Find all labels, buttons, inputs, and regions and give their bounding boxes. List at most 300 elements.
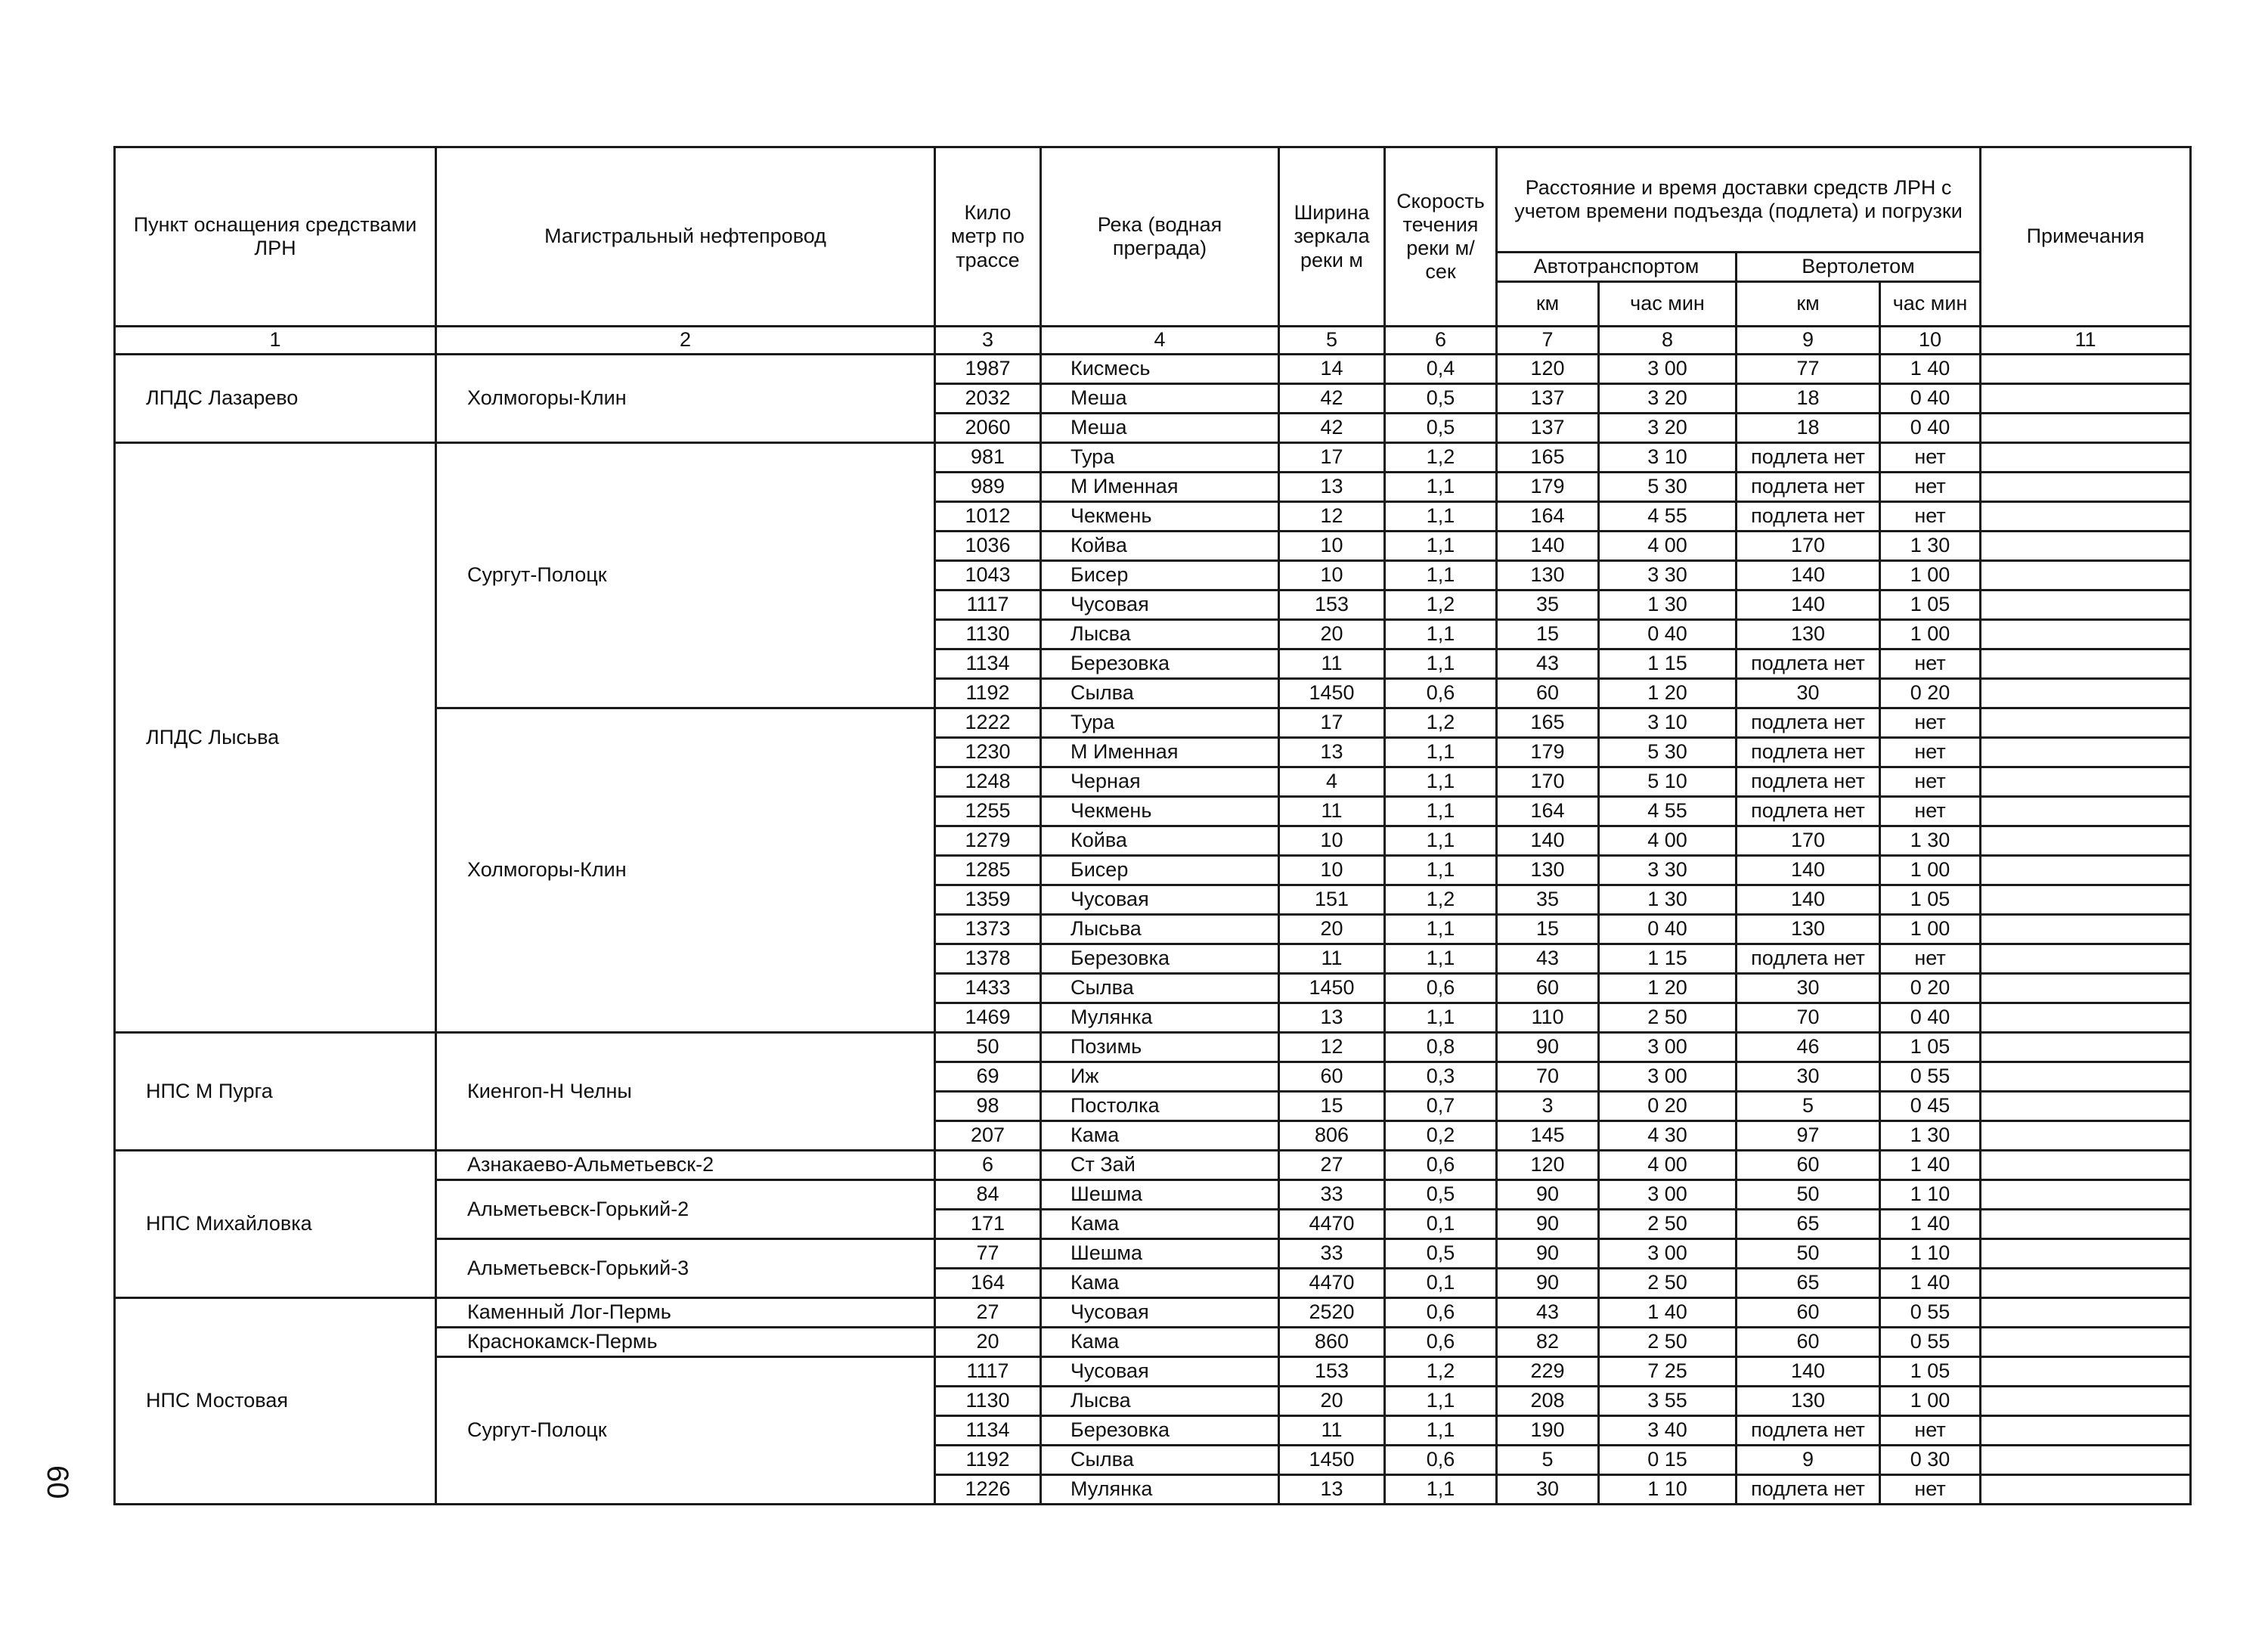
auto-time-cell: 4 00 xyxy=(1599,826,1737,856)
heli-time-cell: 1 00 xyxy=(1880,915,1981,944)
river-cell: Бисер xyxy=(1041,561,1279,590)
river-cell: Лысва xyxy=(1041,1387,1279,1416)
speed-cell: 0,8 xyxy=(1385,1033,1497,1062)
river-cell: Черная xyxy=(1041,767,1279,797)
auto-km-cell: 90 xyxy=(1497,1180,1599,1210)
heli-km-cell: 170 xyxy=(1737,532,1880,561)
notes-cell xyxy=(1981,1416,2191,1446)
pipeline-cell: Сургут-Полоцк xyxy=(436,1357,935,1505)
heli-km-cell: 65 xyxy=(1737,1210,1880,1239)
speed-cell: 1,1 xyxy=(1385,944,1497,974)
heli-km-cell: подлета нет xyxy=(1737,708,1880,738)
heli-time-cell: 0 55 xyxy=(1880,1298,1981,1328)
heli-time-cell: нет xyxy=(1880,797,1981,826)
width-cell: 13 xyxy=(1279,1003,1385,1033)
header-heli-km: км xyxy=(1737,282,1880,327)
notes-cell xyxy=(1981,738,2191,767)
notes-cell xyxy=(1981,1210,2191,1239)
speed-cell: 0,5 xyxy=(1385,384,1497,414)
auto-km-cell: 145 xyxy=(1497,1121,1599,1151)
notes-cell xyxy=(1981,856,2191,885)
speed-cell: 0,6 xyxy=(1385,974,1497,1003)
kilometer-cell: 171 xyxy=(935,1210,1041,1239)
speed-cell: 0,6 xyxy=(1385,1446,1497,1475)
heli-km-cell: подлета нет xyxy=(1737,473,1880,502)
column-number: 11 xyxy=(1981,327,2191,355)
notes-cell xyxy=(1981,1357,2191,1387)
point-cell: НПС М Пурга xyxy=(115,1033,436,1151)
heli-time-cell: 1 05 xyxy=(1880,885,1981,915)
auto-km-cell: 130 xyxy=(1497,561,1599,590)
river-cell: М Именная xyxy=(1041,738,1279,767)
width-cell: 27 xyxy=(1279,1151,1385,1180)
width-cell: 17 xyxy=(1279,708,1385,738)
width-cell: 20 xyxy=(1279,915,1385,944)
river-cell: Иж xyxy=(1041,1062,1279,1092)
river-cell: Кама xyxy=(1041,1121,1279,1151)
speed-cell: 0,2 xyxy=(1385,1121,1497,1151)
auto-km-cell: 30 xyxy=(1497,1475,1599,1505)
auto-time-cell: 3 30 xyxy=(1599,561,1737,590)
pipeline-cell: Холмогоры-Клин xyxy=(436,708,935,1033)
auto-km-cell: 35 xyxy=(1497,590,1599,620)
heli-time-cell: нет xyxy=(1880,502,1981,532)
heli-km-cell: 60 xyxy=(1737,1298,1880,1328)
auto-km-cell: 60 xyxy=(1497,679,1599,708)
width-cell: 20 xyxy=(1279,620,1385,649)
heli-km-cell: подлета нет xyxy=(1737,944,1880,974)
kilometer-cell: 1222 xyxy=(935,708,1041,738)
kilometer-cell: 1117 xyxy=(935,590,1041,620)
column-number: 9 xyxy=(1737,327,1880,355)
auto-km-cell: 120 xyxy=(1497,355,1599,384)
auto-time-cell: 1 15 xyxy=(1599,649,1737,679)
column-number: 3 xyxy=(935,327,1041,355)
auto-time-cell: 5 30 xyxy=(1599,738,1737,767)
auto-km-cell: 179 xyxy=(1497,473,1599,502)
notes-cell xyxy=(1981,826,2191,856)
auto-km-cell: 43 xyxy=(1497,649,1599,679)
heli-km-cell: подлета нет xyxy=(1737,738,1880,767)
column-number: 8 xyxy=(1599,327,1737,355)
header-pipeline: Магистральный нефтепровод xyxy=(436,147,935,327)
heli-time-cell: 1 00 xyxy=(1880,1387,1981,1416)
heli-km-cell: подлета нет xyxy=(1737,502,1880,532)
heli-km-cell: 140 xyxy=(1737,885,1880,915)
notes-cell xyxy=(1981,1033,2191,1062)
header-delivery-group: Расстояние и время доставки средств ЛРН с учетом времени подъезда (подлета) и погрузки xyxy=(1497,147,1981,253)
speed-cell: 0,3 xyxy=(1385,1062,1497,1092)
heli-time-cell: нет xyxy=(1880,443,1981,473)
kilometer-cell: 1285 xyxy=(935,856,1041,885)
auto-km-cell: 165 xyxy=(1497,443,1599,473)
auto-time-cell: 2 50 xyxy=(1599,1269,1737,1298)
auto-km-cell: 110 xyxy=(1497,1003,1599,1033)
auto-km-cell: 90 xyxy=(1497,1033,1599,1062)
notes-cell xyxy=(1981,797,2191,826)
speed-cell: 0,4 xyxy=(1385,355,1497,384)
column-number: 5 xyxy=(1279,327,1385,355)
width-cell: 60 xyxy=(1279,1062,1385,1092)
width-cell: 13 xyxy=(1279,738,1385,767)
auto-time-cell: 1 40 xyxy=(1599,1298,1737,1328)
auto-km-cell: 130 xyxy=(1497,856,1599,885)
heli-km-cell: 30 xyxy=(1737,679,1880,708)
point-cell: ЛПДС Лазарево xyxy=(115,355,436,443)
width-cell: 10 xyxy=(1279,532,1385,561)
auto-km-cell: 5 xyxy=(1497,1446,1599,1475)
pipeline-cell: Каменный Лог-Пермь xyxy=(436,1298,935,1328)
kilometer-cell: 84 xyxy=(935,1180,1041,1210)
heli-time-cell: 0 40 xyxy=(1880,384,1981,414)
auto-km-cell: 43 xyxy=(1497,1298,1599,1328)
heli-time-cell: 1 30 xyxy=(1880,826,1981,856)
width-cell: 14 xyxy=(1279,355,1385,384)
notes-cell xyxy=(1981,443,2191,473)
kilometer-cell: 1469 xyxy=(935,1003,1041,1033)
kilometer-cell: 98 xyxy=(935,1092,1041,1121)
heli-time-cell: 1 05 xyxy=(1880,1357,1981,1387)
kilometer-cell: 20 xyxy=(935,1328,1041,1357)
notes-cell xyxy=(1981,1446,2191,1475)
notes-cell xyxy=(1981,414,2191,443)
auto-time-cell: 1 20 xyxy=(1599,974,1737,1003)
heli-time-cell: 1 00 xyxy=(1880,856,1981,885)
speed-cell: 1,1 xyxy=(1385,1416,1497,1446)
kilometer-cell: 1192 xyxy=(935,679,1041,708)
width-cell: 1450 xyxy=(1279,1446,1385,1475)
speed-cell: 1,1 xyxy=(1385,797,1497,826)
notes-cell xyxy=(1981,502,2191,532)
river-cell: Березовка xyxy=(1041,649,1279,679)
pipeline-cell: Холмогоры-Клин xyxy=(436,355,935,443)
auto-time-cell: 2 50 xyxy=(1599,1210,1737,1239)
river-cell: Меша xyxy=(1041,414,1279,443)
river-cell: Шешма xyxy=(1041,1239,1279,1269)
river-cell: Шешма xyxy=(1041,1180,1279,1210)
auto-km-cell: 140 xyxy=(1497,532,1599,561)
heli-time-cell: 0 30 xyxy=(1880,1446,1981,1475)
river-cell: Койва xyxy=(1041,532,1279,561)
notes-cell xyxy=(1981,355,2191,384)
auto-km-cell: 90 xyxy=(1497,1239,1599,1269)
pipeline-cell: Сургут-Полоцк xyxy=(436,443,935,708)
speed-cell: 1,1 xyxy=(1385,738,1497,767)
speed-cell: 1,2 xyxy=(1385,590,1497,620)
river-cell: Чусовая xyxy=(1041,1298,1279,1328)
heli-km-cell: 50 xyxy=(1737,1239,1880,1269)
kilometer-cell: 2032 xyxy=(935,384,1041,414)
auto-km-cell: 164 xyxy=(1497,502,1599,532)
river-cell: Мулянка xyxy=(1041,1475,1279,1505)
notes-cell xyxy=(1981,679,2191,708)
heli-time-cell: 1 40 xyxy=(1880,1210,1981,1239)
heli-time-cell: нет xyxy=(1880,767,1981,797)
width-cell: 1450 xyxy=(1279,679,1385,708)
heli-time-cell: 1 00 xyxy=(1880,620,1981,649)
heli-km-cell: 140 xyxy=(1737,1357,1880,1387)
notes-cell xyxy=(1981,915,2191,944)
heli-time-cell: 0 55 xyxy=(1880,1328,1981,1357)
heli-km-cell: 5 xyxy=(1737,1092,1880,1121)
speed-cell: 1,1 xyxy=(1385,620,1497,649)
river-cell: Кисмесь xyxy=(1041,355,1279,384)
header-kilometer: Кило метр по трассе xyxy=(935,147,1041,327)
speed-cell: 1,1 xyxy=(1385,532,1497,561)
heli-time-cell: 0 20 xyxy=(1880,679,1981,708)
speed-cell: 0,5 xyxy=(1385,414,1497,443)
notes-cell xyxy=(1981,885,2191,915)
heli-km-cell: 97 xyxy=(1737,1121,1880,1151)
width-cell: 12 xyxy=(1279,502,1385,532)
auto-time-cell: 3 00 xyxy=(1599,1239,1737,1269)
width-cell: 860 xyxy=(1279,1328,1385,1357)
river-cell: Чекмень xyxy=(1041,502,1279,532)
kilometer-cell: 1117 xyxy=(935,1357,1041,1387)
width-cell: 4470 xyxy=(1279,1210,1385,1239)
auto-time-cell: 3 10 xyxy=(1599,708,1737,738)
heli-km-cell: 60 xyxy=(1737,1151,1880,1180)
auto-km-cell: 90 xyxy=(1497,1269,1599,1298)
width-cell: 11 xyxy=(1279,649,1385,679)
kilometer-cell: 1130 xyxy=(935,620,1041,649)
river-cell: Кама xyxy=(1041,1328,1279,1357)
heli-time-cell: 1 05 xyxy=(1880,1033,1981,1062)
auto-time-cell: 0 40 xyxy=(1599,620,1737,649)
kilometer-cell: 164 xyxy=(935,1269,1041,1298)
auto-km-cell: 164 xyxy=(1497,797,1599,826)
speed-cell: 1,1 xyxy=(1385,1387,1497,1416)
point-cell: НПС Мостовая xyxy=(115,1298,436,1505)
auto-time-cell: 3 00 xyxy=(1599,1062,1737,1092)
notes-cell xyxy=(1981,767,2191,797)
width-cell: 11 xyxy=(1279,1416,1385,1446)
heli-km-cell: 77 xyxy=(1737,355,1880,384)
notes-cell xyxy=(1981,1092,2191,1121)
speed-cell: 1,1 xyxy=(1385,826,1497,856)
notes-cell xyxy=(1981,1328,2191,1357)
auto-time-cell: 5 30 xyxy=(1599,473,1737,502)
kilometer-cell: 27 xyxy=(935,1298,1041,1328)
river-cell: Сылва xyxy=(1041,1446,1279,1475)
auto-time-cell: 7 25 xyxy=(1599,1357,1737,1387)
width-cell: 1450 xyxy=(1279,974,1385,1003)
notes-cell xyxy=(1981,1239,2191,1269)
notes-cell xyxy=(1981,1298,2191,1328)
auto-km-cell: 60 xyxy=(1497,974,1599,1003)
width-cell: 42 xyxy=(1279,414,1385,443)
header-width: Ширина зеркала реки м xyxy=(1279,147,1385,327)
heli-time-cell: 1 05 xyxy=(1880,590,1981,620)
width-cell: 10 xyxy=(1279,826,1385,856)
kilometer-cell: 1378 xyxy=(935,944,1041,974)
heli-km-cell: 30 xyxy=(1737,974,1880,1003)
table-row xyxy=(115,1298,2191,1328)
width-cell: 11 xyxy=(1279,797,1385,826)
width-cell: 151 xyxy=(1279,885,1385,915)
auto-time-cell: 0 40 xyxy=(1599,915,1737,944)
kilometer-cell: 1359 xyxy=(935,885,1041,915)
auto-time-cell: 1 10 xyxy=(1599,1475,1737,1505)
kilometer-cell: 50 xyxy=(935,1033,1041,1062)
river-cell: Березовка xyxy=(1041,1416,1279,1446)
auto-time-cell: 3 20 xyxy=(1599,414,1737,443)
header-auto: Автотранспортом xyxy=(1497,253,1737,282)
pipeline-cell: Альметьевск-Горький-2 xyxy=(436,1180,935,1239)
width-cell: 4 xyxy=(1279,767,1385,797)
heli-km-cell: 130 xyxy=(1737,915,1880,944)
heli-time-cell: нет xyxy=(1880,708,1981,738)
width-cell: 17 xyxy=(1279,443,1385,473)
auto-km-cell: 165 xyxy=(1497,708,1599,738)
auto-time-cell: 2 50 xyxy=(1599,1003,1737,1033)
width-cell: 10 xyxy=(1279,561,1385,590)
heli-time-cell: 0 55 xyxy=(1880,1062,1981,1092)
notes-cell xyxy=(1981,1475,2191,1505)
pipeline-cell: Киенгоп-Н Челны xyxy=(436,1033,935,1151)
kilometer-cell: 2060 xyxy=(935,414,1041,443)
speed-cell: 1,1 xyxy=(1385,856,1497,885)
kilometer-cell: 1248 xyxy=(935,767,1041,797)
page-number: 60 xyxy=(41,1465,74,1499)
speed-cell: 1,1 xyxy=(1385,473,1497,502)
auto-km-cell: 170 xyxy=(1497,767,1599,797)
speed-cell: 0,6 xyxy=(1385,1298,1497,1328)
river-cell: Позимь xyxy=(1041,1033,1279,1062)
speed-cell: 1,1 xyxy=(1385,649,1497,679)
pipeline-cell: Азнакаево-Альметьевск-2 xyxy=(436,1151,935,1180)
auto-km-cell: 179 xyxy=(1497,738,1599,767)
river-cell: Лысьва xyxy=(1041,915,1279,944)
heli-km-cell: 140 xyxy=(1737,856,1880,885)
width-cell: 10 xyxy=(1279,856,1385,885)
river-cell: Чусовая xyxy=(1041,885,1279,915)
auto-time-cell: 3 55 xyxy=(1599,1387,1737,1416)
river-cell: Сылва xyxy=(1041,679,1279,708)
heli-km-cell: 60 xyxy=(1737,1328,1880,1357)
width-cell: 12 xyxy=(1279,1033,1385,1062)
heli-km-cell: 30 xyxy=(1737,1062,1880,1092)
heli-km-cell: 18 xyxy=(1737,414,1880,443)
heli-time-cell: 1 30 xyxy=(1880,532,1981,561)
speed-cell: 0,6 xyxy=(1385,679,1497,708)
auto-time-cell: 4 30 xyxy=(1599,1121,1737,1151)
header-notes: Примечания xyxy=(1981,147,2191,327)
speed-cell: 0,1 xyxy=(1385,1269,1497,1298)
heli-km-cell: подлета нет xyxy=(1737,443,1880,473)
kilometer-cell: 1134 xyxy=(935,649,1041,679)
column-number: 7 xyxy=(1497,327,1599,355)
column-number: 4 xyxy=(1041,327,1279,355)
notes-cell xyxy=(1981,944,2191,974)
auto-time-cell: 1 15 xyxy=(1599,944,1737,974)
auto-km-cell: 137 xyxy=(1497,414,1599,443)
notes-cell xyxy=(1981,473,2191,502)
speed-cell: 1,1 xyxy=(1385,502,1497,532)
heli-km-cell: подлета нет xyxy=(1737,1416,1880,1446)
speed-cell: 1,2 xyxy=(1385,1357,1497,1387)
notes-cell xyxy=(1981,1121,2191,1151)
kilometer-cell: 1433 xyxy=(935,974,1041,1003)
heli-km-cell: 65 xyxy=(1737,1269,1880,1298)
auto-time-cell: 3 30 xyxy=(1599,856,1737,885)
river-cell: Бисер xyxy=(1041,856,1279,885)
heli-km-cell: 50 xyxy=(1737,1180,1880,1210)
heli-time-cell: нет xyxy=(1880,738,1981,767)
heli-km-cell: подлета нет xyxy=(1737,797,1880,826)
river-cell: Кама xyxy=(1041,1210,1279,1239)
heli-time-cell: 0 45 xyxy=(1880,1092,1981,1121)
heli-time-cell: 1 40 xyxy=(1880,1151,1981,1180)
table-row xyxy=(115,1033,2191,1062)
point-cell: ЛПДС Лысьва xyxy=(115,443,436,1033)
notes-cell xyxy=(1981,1003,2191,1033)
auto-time-cell: 4 55 xyxy=(1599,502,1737,532)
table-body xyxy=(115,355,2191,1505)
auto-time-cell: 0 15 xyxy=(1599,1446,1737,1475)
width-cell: 42 xyxy=(1279,384,1385,414)
notes-cell xyxy=(1981,620,2191,649)
heli-time-cell: 1 00 xyxy=(1880,561,1981,590)
river-cell: Ст Зай xyxy=(1041,1151,1279,1180)
river-cell: Тура xyxy=(1041,708,1279,738)
speed-cell: 1,2 xyxy=(1385,443,1497,473)
width-cell: 13 xyxy=(1279,473,1385,502)
notes-cell xyxy=(1981,590,2191,620)
kilometer-cell: 1130 xyxy=(935,1387,1041,1416)
heli-time-cell: нет xyxy=(1880,1475,1981,1505)
river-cell: Меша xyxy=(1041,384,1279,414)
header-auto-time: час мин xyxy=(1599,282,1737,327)
speed-cell: 1,1 xyxy=(1385,915,1497,944)
auto-time-cell: 1 20 xyxy=(1599,679,1737,708)
kilometer-cell: 1036 xyxy=(935,532,1041,561)
auto-time-cell: 3 40 xyxy=(1599,1416,1737,1446)
heli-time-cell: 1 10 xyxy=(1880,1180,1981,1210)
kilometer-cell: 1226 xyxy=(935,1475,1041,1505)
auto-km-cell: 140 xyxy=(1497,826,1599,856)
notes-cell xyxy=(1981,561,2191,590)
auto-time-cell: 2 50 xyxy=(1599,1328,1737,1357)
heli-km-cell: 130 xyxy=(1737,620,1880,649)
header-point: Пункт оснащения средствами ЛРН xyxy=(115,147,436,327)
header-auto-km: км xyxy=(1497,282,1599,327)
width-cell: 806 xyxy=(1279,1121,1385,1151)
heli-time-cell: 1 10 xyxy=(1880,1239,1981,1269)
table-row xyxy=(115,443,2191,473)
width-cell: 11 xyxy=(1279,944,1385,974)
heli-km-cell: 18 xyxy=(1737,384,1880,414)
kilometer-cell: 1192 xyxy=(935,1446,1041,1475)
auto-km-cell: 82 xyxy=(1497,1328,1599,1357)
notes-cell xyxy=(1981,532,2191,561)
heli-km-cell: подлета нет xyxy=(1737,1475,1880,1505)
auto-time-cell: 5 10 xyxy=(1599,767,1737,797)
header-speed: Скорость течения реки м/сек xyxy=(1385,147,1497,327)
notes-cell xyxy=(1981,384,2191,414)
heli-km-cell: 140 xyxy=(1737,590,1880,620)
auto-km-cell: 15 xyxy=(1497,915,1599,944)
river-cell: Чусовая xyxy=(1041,590,1279,620)
pipeline-cell: Альметьевск-Горький-3 xyxy=(436,1239,935,1298)
auto-km-cell: 15 xyxy=(1497,620,1599,649)
kilometer-cell: 981 xyxy=(935,443,1041,473)
auto-time-cell: 3 00 xyxy=(1599,1180,1737,1210)
kilometer-cell: 1373 xyxy=(935,915,1041,944)
river-cell: Лысва xyxy=(1041,620,1279,649)
speed-cell: 1,1 xyxy=(1385,561,1497,590)
notes-cell xyxy=(1981,1387,2191,1416)
